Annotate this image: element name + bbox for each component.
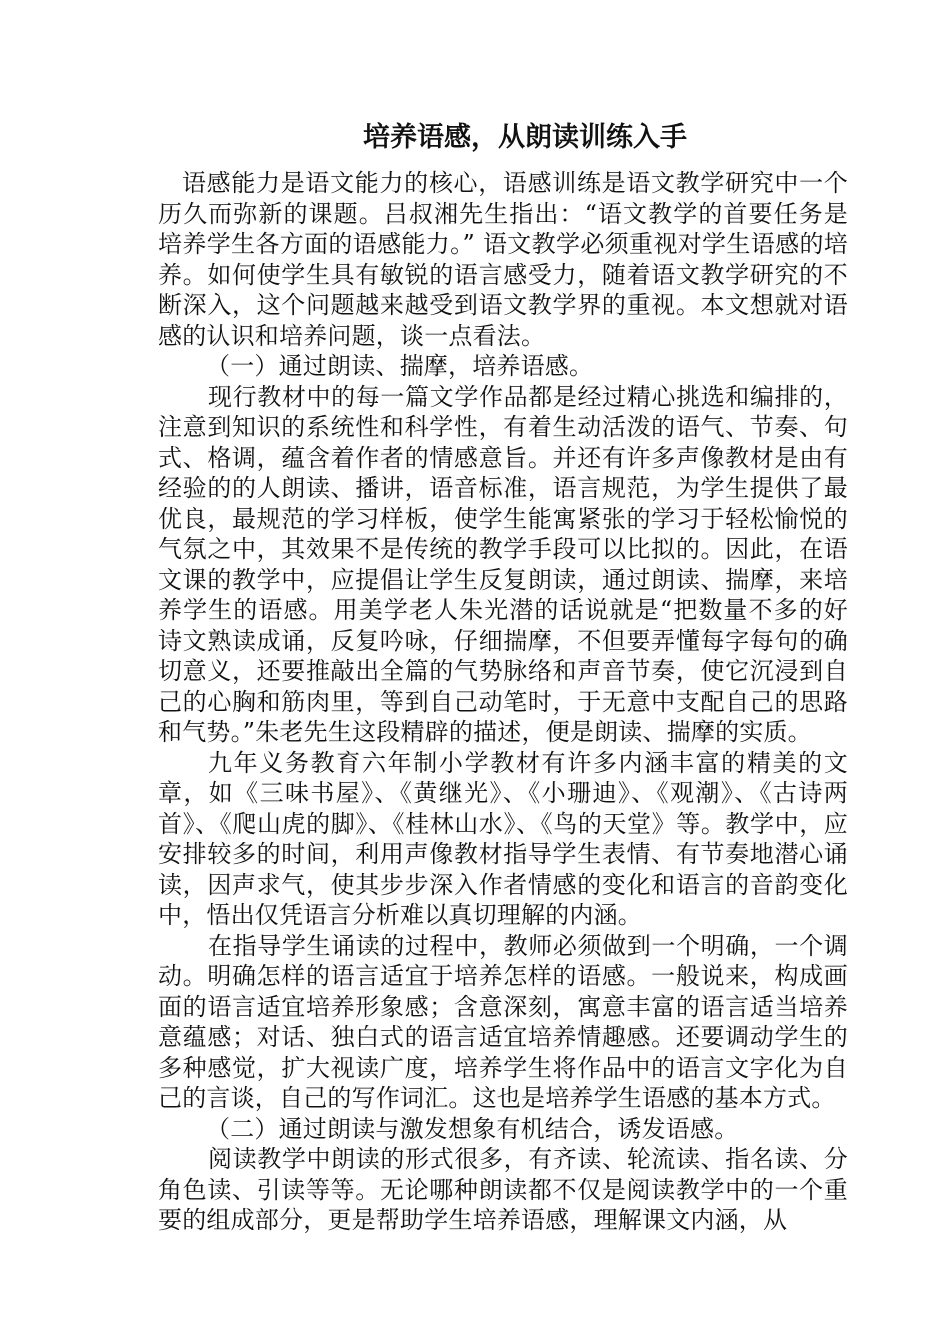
section-heading-2: （二）通过朗读与激发想象有机结合，诱发语感。: [206, 1114, 739, 1143]
section-heading-1: （一）通过朗读、揣摩，培养语感。: [206, 352, 594, 380]
document-body: [158, 168, 848, 1236]
paragraph-reading-forms: 阅读教学中朗读的形式很多，有齐读、轮流读、指名读、分角色读、引读等等。无论哪种朗读都不仅是阅读教学中的一个重要的组成部分，更是帮助学生培养语感，理解课文内涵，从: [158, 1145, 848, 1234]
paragraph-textbook-reading: 现行教材中的每一篇文学作品都是经过精心挑选和编排的，注意到知识的系统性和科学性，有着生动活泼的语气、节奏、句式、格调，蕴含着作者的情感意旨。并还有许多声像教材是由有经验的的人朗读、播讲，语音标准，语言规范，为学生提供了最优良，最规范的学习样板，使学生能寓紧张的学习于轻松愉悦的气氛之中，其效果不是传统的教学手段可以比拟的。因此，在语文课的教学中，应提倡让学生反复朗读，通过朗读、揣摩，来培养学生的语感。用美学老人朱光潜的话说就是“把数量不多的好诗文熟读成诵，反复吟咏，仔细揣摩，不但要弄懂每字每句的确切意义，还要推敲出全篇的气势脉络和声音节奏，使它沉浸到自己的心胸和筋肉里，等到自己动笔时，于无意中支配自己的思路和气势。”朱老先生这段精辟的描述，便是朗读、揣摩的实质。: [158, 382, 848, 746]
paragraph-intro: 语感能力是语文能力的核心，语感训练是语文教学研究中一个历久而弥新的课题。吕叔湘先生指出：“语文教学的首要任务是培养学生各方面的语感能力。” 语文教学必须重视对学生语感的培养。如何使学生具有敏锐的语言感受力，随着语文教学研究的不断深入，这个问题越来越受到语文教学界的重视。本文想就对语感的认识和培养问题，谈一点看法。: [158, 169, 848, 350]
paragraph-textbook-examples: 九年义务教育六年制小学教材有许多内涵丰富的精美的文章，如《三味书屋》、《黄继光》、《小珊迪》、《观潮》、《古诗两首》、《爬山虎的脚》、《桂林山水》、《鸟的天堂》等。教学中，应安排较多的时间，利用声像教材指导学生表情、有节奏地潜心诵读，因声求气，使其步步深入作者情感的变化和语言的音韵变化中，悟出仅凭语言分析难以真切理解的内涵。: [158, 748, 848, 929]
document-title: 培养语感，从朗读训练入手: [363, 122, 687, 153]
paragraph-guided-recitation: 在指导学生诵读的过程中，教师必须做到一个明确，一个调动。明确怎样的语言适宜于培养怎样的语感。一般说来，构成画面的语言适宜培养形象感；含意深刻，寓意丰富的语言适当培养意蕴感；对话、独白式的语言适宜培养情趣感。还要调动学生的多种感觉，扩大视读广度，培养学生将作品中的语言文字化为自己的言谈，自己的写作词汇。这也是培养学生语感的基本方式。: [158, 931, 848, 1112]
